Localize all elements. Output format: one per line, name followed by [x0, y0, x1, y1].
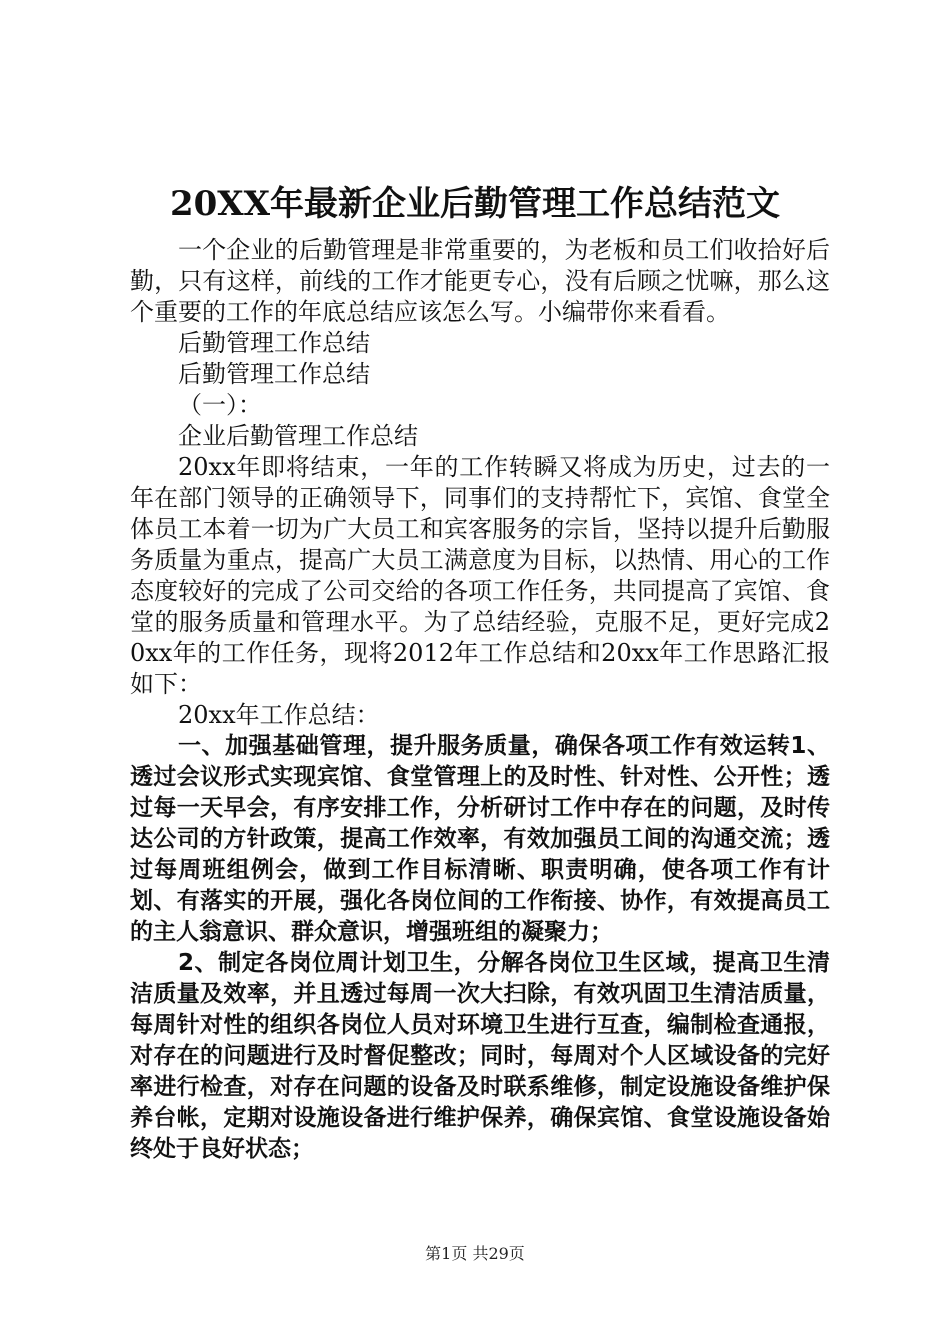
page-footer: 第1页 共29页 — [425, 1244, 525, 1263]
bold-paragraph: 2、制定各岗位周计划卫生，分解各岗位卫生区域，提高卫生清洁质量及效率，并且透过每周一次大扫除，有效巩固卫生清洁质量，每周针对性的组织各岗位人员对环境卫生进行互查，编制检查通报，对存在的问题进行及时督促整改；同时，每周对个人区域设备的完好率进行检查，对存在问题的设备及时联系维修，制定设施设备维护保养台帐，定期对设施设备进行维护保养，确保宾馆、食堂设施设备始终处于良好状态； — [130, 950, 830, 1162]
body-subheading: 20xx年工作总结： — [178, 701, 380, 729]
section-heading: 后勤管理工作总结 — [178, 360, 370, 388]
section-subtitle: 企业后勤管理工作总结 — [178, 422, 418, 450]
intro-paragraph: 一个企业的后勤管理是非常重要的，为老板和员工们收拾好后勤，只有这样，前线的工作才能更专心，没有后顾之忧嘛，那么这个重要的工作的年底总结应该怎么写。小编带你来看看。 — [130, 236, 830, 326]
section-number: （一）： — [178, 391, 262, 419]
document-body — [130, 235, 830, 1165]
section-heading: 后勤管理工作总结 — [178, 329, 370, 357]
document-title: 20XX年最新企业后勤管理工作总结范文 — [169, 184, 781, 224]
body-paragraph: 20xx年即将结束，一年的工作转瞬又将成为历史，过去的一年在部门领导的正确领导下，同事们的支持帮忙下，宾馆、食堂全体员工本着一切为广大员工和宾客服务的宗旨，坚持以提升后勤服务质量为重点，提高广大员工满意度为目标，以热情、用心的工作态度较好的完成了公司交给的各项工作任务，共同提高了宾馆、食堂的服务质量和管理水平。为了总结经验，克服不足，更好完成20xx年的工作任务，现将2012年工作总结和20xx年工作思路汇报如下： — [130, 453, 830, 698]
bold-paragraph: 一、加强基础管理，提升服务质量，确保各项工作有效运转1、透过会议形式实现宾馆、食堂管理上的及时性、针对性、公开性；透过每一天早会，有序安排工作，分析研讨工作中存在的问题，及时传达公司的方针政策，提高工作效率，有效加强员工间的沟通交流；透过每周班组例会，做到工作目标清晰、职责明确，使各项工作有计划、有落实的开展，强化各岗位间的工作衔接、协作，有效提高员工的主人翁意识、群众意识，增强班组的凝聚力； — [130, 733, 830, 945]
